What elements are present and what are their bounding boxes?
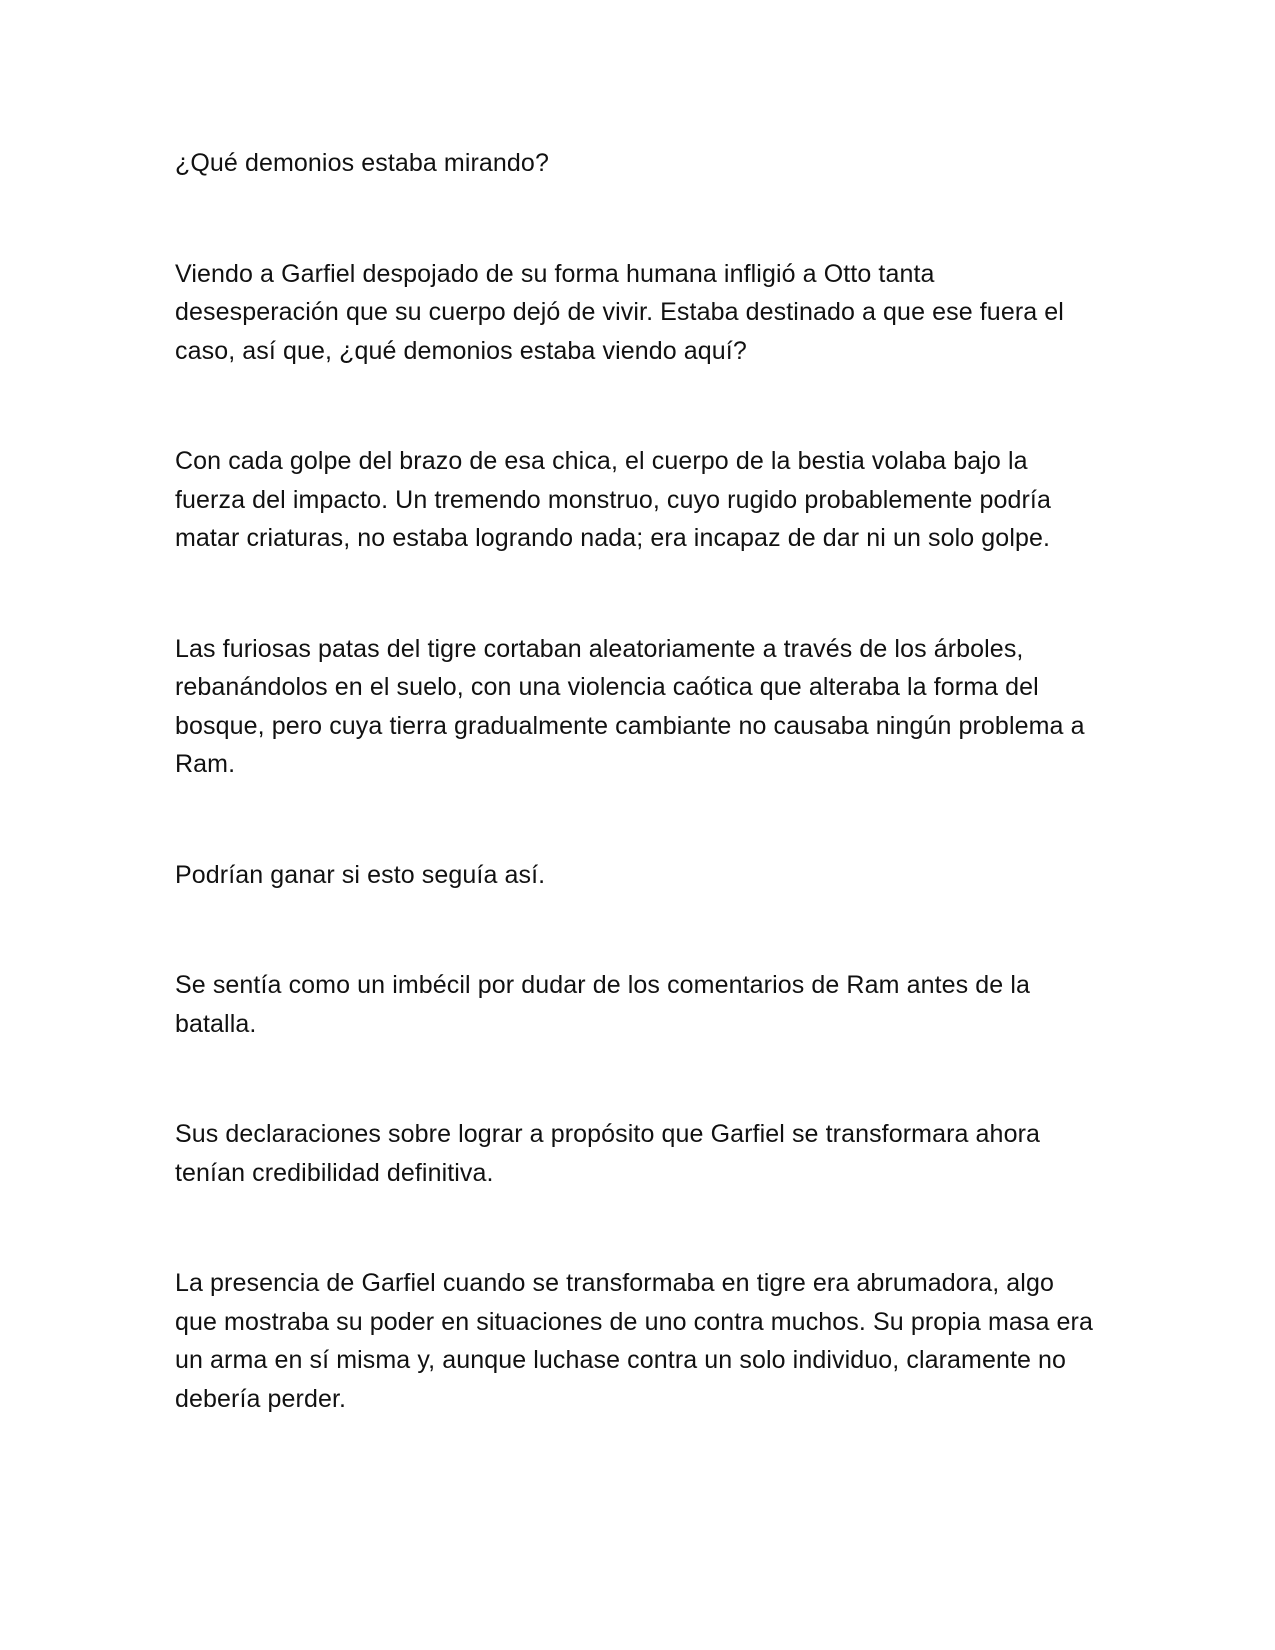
paragraph-7: Sus declaraciones sobre lograr a propósito que Garfiel se transformara ahora tenían credibilidad definitiva.	[175, 1120, 1040, 1187]
paragraph-3: Con cada golpe del brazo de esa chica, el cuerpo de la bestia volaba bajo la fuerza del impacto. Un tremendo monstruo, cuyo rugido probablemente podría matar criaturas, no estaba logrando nada; era incapaz de dar ni un solo golpe.	[175, 447, 1051, 552]
document-body	[175, 144, 1095, 1418]
paragraph-6: Se sentía como un imbécil por dudar de los comentarios de Ram antes de la batalla.	[175, 971, 1030, 1038]
paragraph-8: La presencia de Garfiel cuando se transformaba en tigre era abrumadora, algo que mostraba su poder en situaciones de uno contra muchos. Su propia masa era un arma en sí misma y, aunque luchase contra un solo individuo, claramente no debería perder.	[175, 1269, 1093, 1413]
paragraph-1: ¿Qué demonios estaba mirando?	[175, 149, 549, 177]
paragraph-2: Viendo a Garfiel despojado de su forma humana infligió a Otto tanta desesperación que su cuerpo dejó de vivir. Estaba destinado a que ese fuera el caso, así que, ¿qué demonios estaba viendo aquí?	[175, 259, 1064, 365]
paragraph-4: Las furiosas patas del tigre cortaban aleatoriamente a través de los árboles, rebanándolos en el suelo, con una violencia caótica que alteraba la forma del bosque, pero cuya tierra gradualmente cambiante no causaba ningún problema a Ram.	[175, 634, 1085, 778]
paragraph-5: Podrían ganar si esto seguía así.	[175, 860, 546, 889]
